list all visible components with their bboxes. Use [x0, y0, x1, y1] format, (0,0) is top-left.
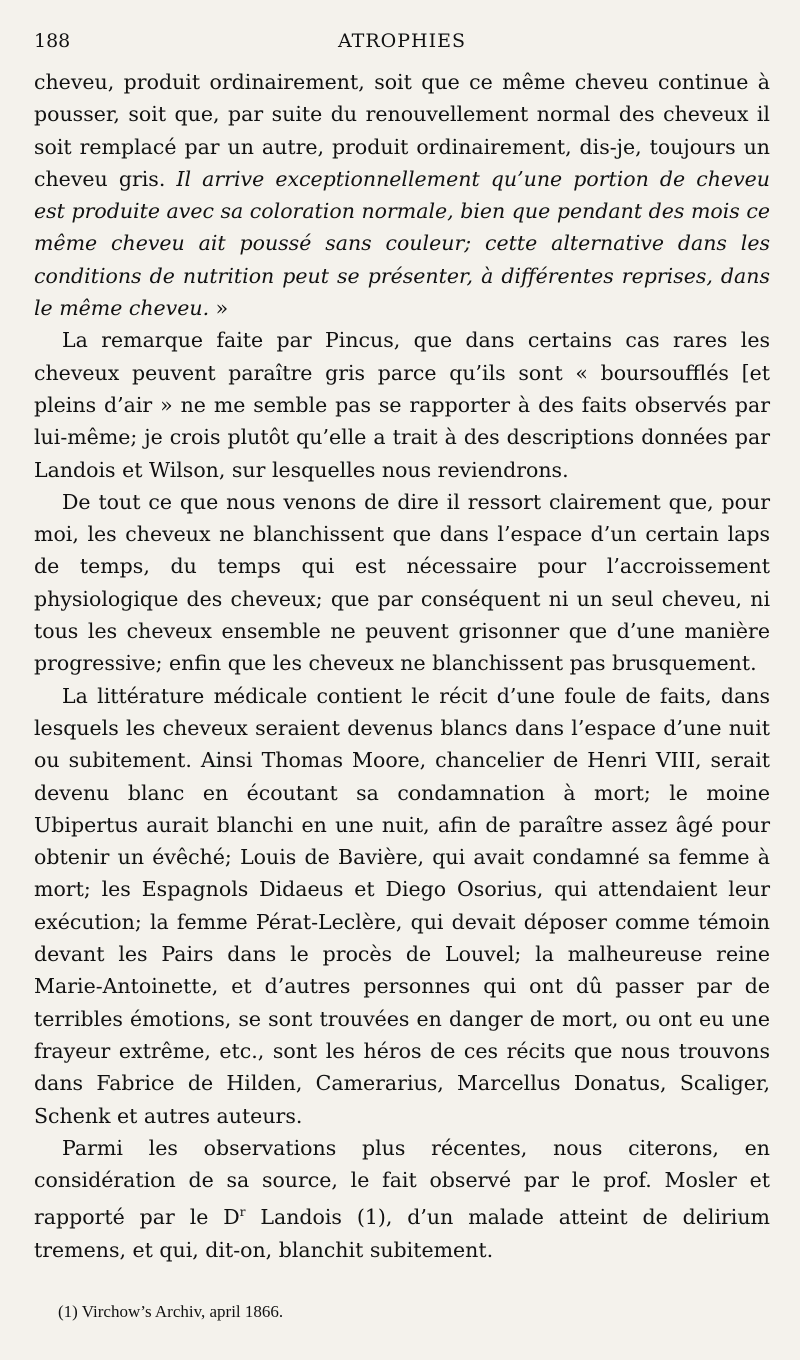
page-number: 188: [34, 30, 71, 52]
paragraph-text: Parmi les observations plus récentes, nous citerons, en considération de sa source, le fait observé par le prof. Mosler et rapporté par le D: [34, 1135, 770, 1230]
body-text: [34, 66, 770, 1266]
paragraph-recent-observations: [34, 1132, 770, 1266]
paragraph-text: Landois (1), d’un malade atteint de delirium tremens, et qui, dit-on, blanchit subitement.: [34, 1205, 770, 1262]
closing-quote-mark: »: [209, 296, 229, 321]
running-title: ATROPHIES: [338, 30, 466, 52]
paragraph-conclusion: De tout ce que nous venons de dire il ressort clairement que, pour moi, les cheveux ne blanchissent que dans l’espace d’un certain laps de temps, du temps qui est nécessaire pour l’accroissement physiologique des cheveux; que par conséquent ni un seul cheveu, ni tous les cheveux ensemble ne peuvent grisonner que d’une manière progressive; enfin que les cheveux ne blanchissent pas brusquement.: [34, 489, 770, 676]
paragraph-continuation: [34, 66, 770, 324]
footnote: (1) Virchow’s Archiv, april 1866.: [58, 1302, 284, 1321]
paragraph-text: cheveu, produit ordinairement, soit que ce même cheveu continue à pousser, soit que, par suite du renouvellement normal des cheveux il soit remplacé par un autre, produit ordinairement, dis-je, toujours un cheveu gris.: [34, 70, 770, 191]
paragraph-literature: La littérature médicale contient le récit d’une foule de faits, dans lesquels les cheveux seraient devenus blancs dans l’espace d’une nuit ou subitement. Ainsi Thomas Moore, chancelier de Henri VIII, serait devenu blanc en écoutant sa condamnation à mort; le moine Ubipertus aurait blanchi en une nuit, afin de paraître assez âgé pour obtenir un évêché; Louis de Bavière, qui avait condamné sa femme à mort; les Espagnols Didaeus et Diego Osorius, qui attendaient leur exécution; la femme Pérat-Leclère, qui devait déposer comme témoin devant les Pairs dans le procès de Louvel; la malheureuse reine Marie-Antoinette, et d’autres personnes qui ont dû passer par de terribles émotions, se sont trouvées en danger de mort, ou ont eu une frayeur extrême, etc., sont les héros de ces récits que nous trouvons dans Fabrice de Hilden, Camerarius, Marcellus Donatus, Scaliger, Schenk et autres auteurs.: [34, 683, 770, 1128]
superscript-r: r: [239, 1205, 246, 1220]
paragraph-pincus: La remarque faite par Pincus, que dans certains cas rares les cheveux peuvent paraître gris parce qu’ils sont « boursoufflés [et pleins d’air » ne me semble pas se rapporter à des faits observés par lui-même; je crois plutôt qu’elle a trait à des descriptions données par Landois et Wilson, sur lesquelles nous reviendrons.: [34, 328, 770, 482]
page-header: [34, 30, 770, 60]
italic-quote: Il arrive exceptionnellement qu’une portion de cheveu est produite avec sa coloration normale, bien que pendant des mois ce même cheveu ait poussé sans couleur; cette alternative dans les conditions de nutrition peut se présenter, à différentes reprises, dans le même cheveu.: [34, 166, 770, 321]
